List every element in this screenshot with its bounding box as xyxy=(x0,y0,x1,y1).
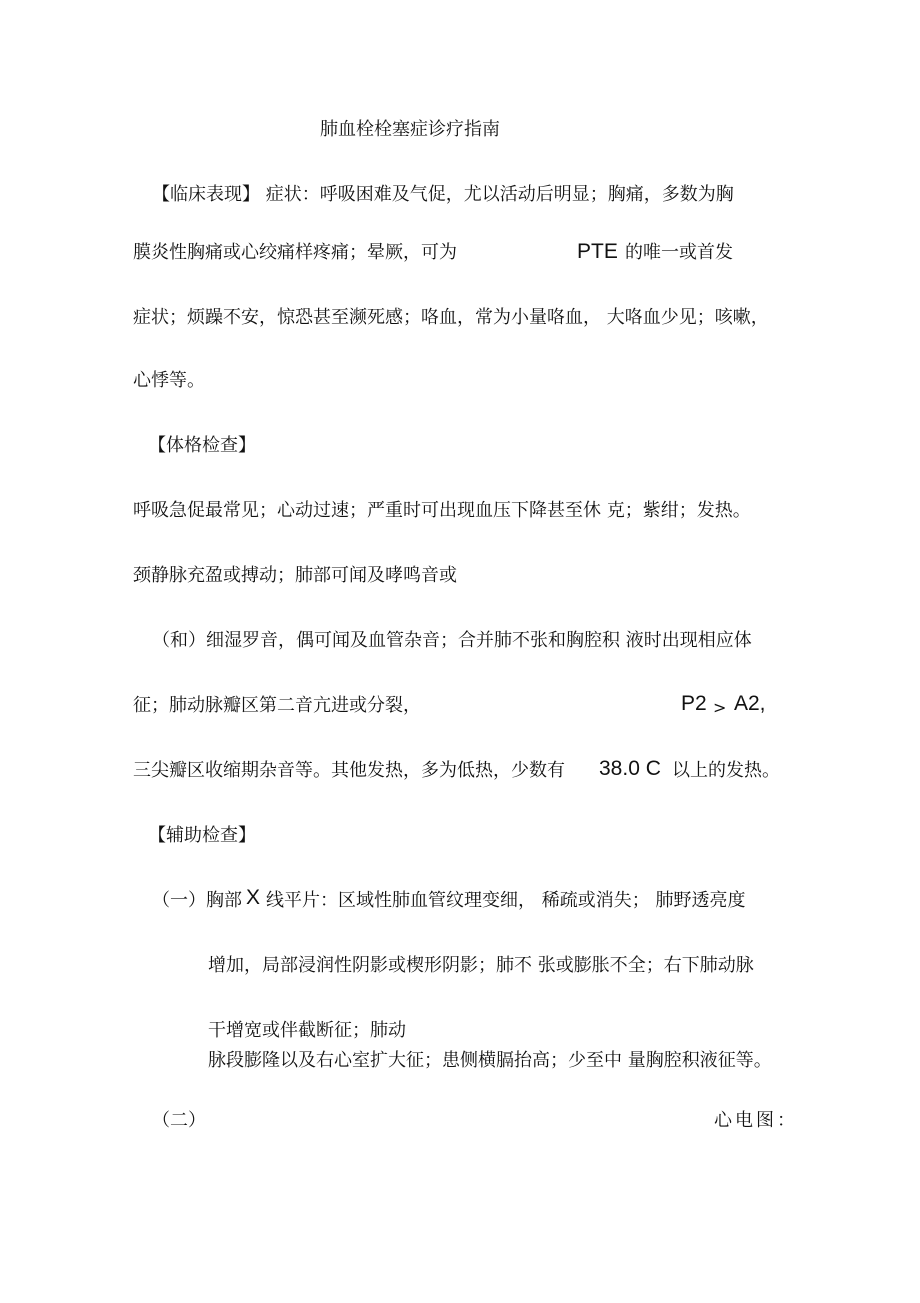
physical-p2: P2 xyxy=(681,692,707,715)
aux-item1-line-4: 脉段膨隆以及右心室扩大征；患侧横膈抬高；少至中 量胸腔积液征等。 xyxy=(208,1050,772,1071)
aux-item1-x: X xyxy=(246,886,261,909)
physical-temperature: 38.0 C xyxy=(599,757,661,780)
aux-item1-prefix: （一）胸部 xyxy=(152,890,242,911)
physical-line-3: （和）细湿罗音，偶可闻及血管杂音；合并肺不张和胸腔积 液时出现相应体 xyxy=(152,630,752,651)
clinical-line-2c: 的唯一或首发 xyxy=(625,242,733,263)
physical-line-5c: 以上的发热。 xyxy=(672,760,780,781)
physical-heading: 【体格检查】 xyxy=(148,435,256,456)
aux-item1-line-2: 增加，局部浸润性阴影或楔形阴影；肺不 张或膨胀不全；右下肺动脉 xyxy=(208,955,754,976)
physical-a2: A2, xyxy=(734,692,766,715)
physical-line-4a: 征；肺动脉瓣区第二音亢进或分裂， xyxy=(133,695,421,716)
aux-item2-ecg: 心电图： xyxy=(714,1110,798,1131)
physical-line-1: 呼吸急促最常见；心动过速；严重时可出现血压下降甚至休 克；紫绀；发热。 xyxy=(133,500,751,521)
aux-item1-line-3: 干增宽或伴截断征；肺动 xyxy=(208,1020,406,1041)
clinical-pte: PTE xyxy=(577,240,618,263)
aux-item1-text: 线平片：区域性肺血管纹理变细， 稀疏或消失； 肺野透亮度 xyxy=(266,890,746,911)
page-title: 肺血栓栓塞症诊疗指南 xyxy=(320,119,500,140)
clinical-line-1: 【临床表现】 症状：呼吸困难及气促，尤以活动后明显；胸痛，多数为胸 xyxy=(152,184,734,205)
physical-line-5a: 三尖瓣区收缩期杂音等。其他发热，多为低热，少数有 xyxy=(133,760,565,781)
physical-gt-sign: > xyxy=(713,698,727,717)
physical-line-2: 颈静脉充盈或搏动；肺部可闻及哮鸣音或 xyxy=(133,565,457,586)
clinical-line-2a: 膜炎性胸痛或心绞痛样疼痛；晕厥，可为 xyxy=(133,242,457,263)
aux-heading: 【辅助检查】 xyxy=(148,825,256,846)
aux-item2-label: （二） xyxy=(152,1110,206,1131)
clinical-line-4: 心悸等。 xyxy=(133,370,205,391)
clinical-line-3: 症状；烦躁不安，惊恐甚至濒死感；咯血，常为小量咯血， 大咯血少见；咳嗽， xyxy=(133,307,769,328)
